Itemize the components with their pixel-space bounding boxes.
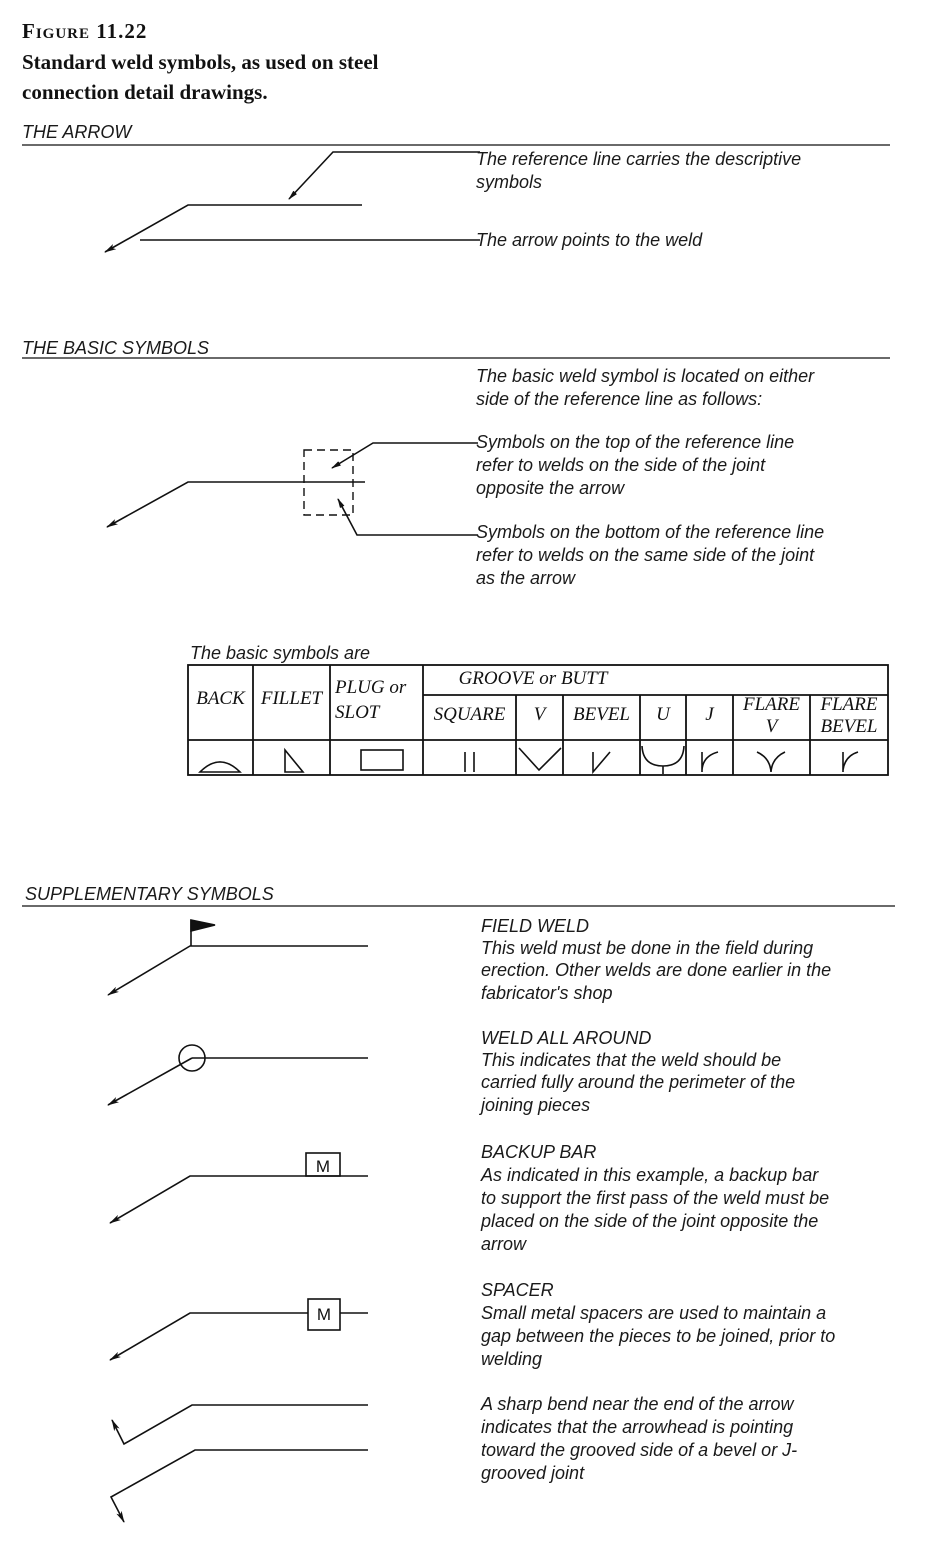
table-title: The basic symbols are [190, 643, 371, 663]
bent-arrow-text: indicates that the arrowhead is pointing [481, 1417, 794, 1437]
section-heading-arrow: THE ARROW [22, 122, 132, 142]
basic-intro-line: The basic weld symbol is located on either [476, 366, 815, 386]
field-weld-text: This weld must be done in the field during [481, 938, 814, 958]
spacer-text: welding [481, 1349, 543, 1369]
table-header-flare-bevel: FLARE [820, 694, 878, 715]
table-header-flare-v-2: V [765, 716, 778, 737]
j-groove-icon [702, 752, 718, 772]
basic-intro-line: side of the reference line as follows: [476, 389, 763, 409]
bevel-groove-icon [593, 752, 610, 772]
flare-bevel-groove-icon [843, 752, 858, 772]
spacer-title: SPACER [481, 1280, 554, 1300]
bottom-note-line: Symbols on the bottom of the reference line [476, 522, 825, 542]
bottom-note-line: refer to welds on the same side of the joint [476, 545, 815, 565]
table-header-j: J [705, 704, 714, 725]
u-groove-icon [642, 746, 684, 774]
backup-bar-text: arrow [481, 1234, 527, 1254]
back-weld-icon [200, 762, 240, 772]
square-groove-icon [465, 752, 474, 772]
bottom-note-line: as the arrow [476, 568, 576, 588]
flag-icon [191, 920, 215, 931]
table-header-bevel: BEVEL [573, 704, 630, 725]
backup-bar-title: BACKUP BAR [481, 1142, 597, 1162]
basic-symbol-position-example [107, 443, 478, 535]
arrow-note: The arrow points to the weld [476, 230, 703, 250]
table-header-fillet: FILLET [260, 688, 323, 709]
spacer-letter: M [316, 1305, 332, 1324]
bent-arrow-text: A sharp bend near the end of the arrow [481, 1394, 794, 1414]
reference-note-line: The reference line carries the descriptive [476, 149, 802, 169]
top-note-line: refer to welds on the side of the joint [476, 455, 766, 475]
spacer-text: Small metal spacers are used to maintain a [481, 1303, 827, 1323]
backup-bar-letter: M [315, 1157, 331, 1176]
section-heading-basic: THE BASIC SYMBOLS [22, 338, 210, 358]
table-header-slot: SLOT [335, 702, 380, 723]
arrow-example [105, 152, 480, 252]
top-note-line: Symbols on the top of the reference line [476, 432, 795, 452]
fillet-weld-icon [285, 750, 303, 772]
plug-slot-weld-icon [361, 750, 403, 770]
table-header-back: BACK [196, 688, 245, 709]
field-weld-text: fabricator's shop [481, 983, 613, 1003]
table-header-plug: PLUG or [335, 677, 407, 698]
table-header-u: U [656, 704, 670, 725]
backup-bar-text: to support the first pass of the weld must be [481, 1188, 830, 1208]
bent-arrow-text: grooved joint [481, 1463, 585, 1483]
table-header-flare-bevel-2: BEVEL [820, 716, 878, 737]
figure-number: Figure 11.22 [22, 19, 148, 43]
table-header-square: SQUARE [433, 704, 506, 725]
field-weld-example [108, 920, 368, 995]
caption-line-1: Standard weld symbols, as used on steel [22, 50, 379, 74]
table-header-flare-v: FLARE [743, 694, 800, 715]
flare-v-groove-icon [757, 752, 785, 772]
top-note-line: opposite the arrow [476, 478, 625, 498]
section-heading-supplementary: SUPPLEMENTARY SYMBOLS [25, 884, 274, 904]
caption-line-2: connection detail drawings. [22, 80, 268, 104]
weld-all-around-text: This indicates that the weld should be [481, 1050, 782, 1070]
spacer-text: gap between the pieces to be joined, prior to [481, 1326, 836, 1346]
v-groove-icon [519, 748, 561, 770]
weld-all-around-example [108, 1045, 368, 1105]
table-header-v: V [533, 704, 546, 725]
backup-bar-text: placed on the side of the joint opposite the [481, 1211, 819, 1231]
backup-bar-text: As indicated in this example, a backup bar [481, 1165, 819, 1185]
weld-all-around-text: joining pieces [481, 1095, 591, 1115]
weld-all-around-text: carried fully around the perimeter of the [481, 1072, 796, 1092]
table-group-header: GROOVE or BUTT [458, 668, 608, 689]
field-weld-title: FIELD WELD [481, 916, 590, 936]
field-weld-text: erection. Other welds are done earlier in the [481, 960, 832, 980]
weld-all-around-title: WELD ALL AROUND [481, 1028, 652, 1048]
bent-arrow-examples [111, 1405, 368, 1522]
bent-arrow-text: toward the grooved side of a bevel or J- [481, 1440, 798, 1460]
reference-note-line: symbols [476, 172, 543, 192]
